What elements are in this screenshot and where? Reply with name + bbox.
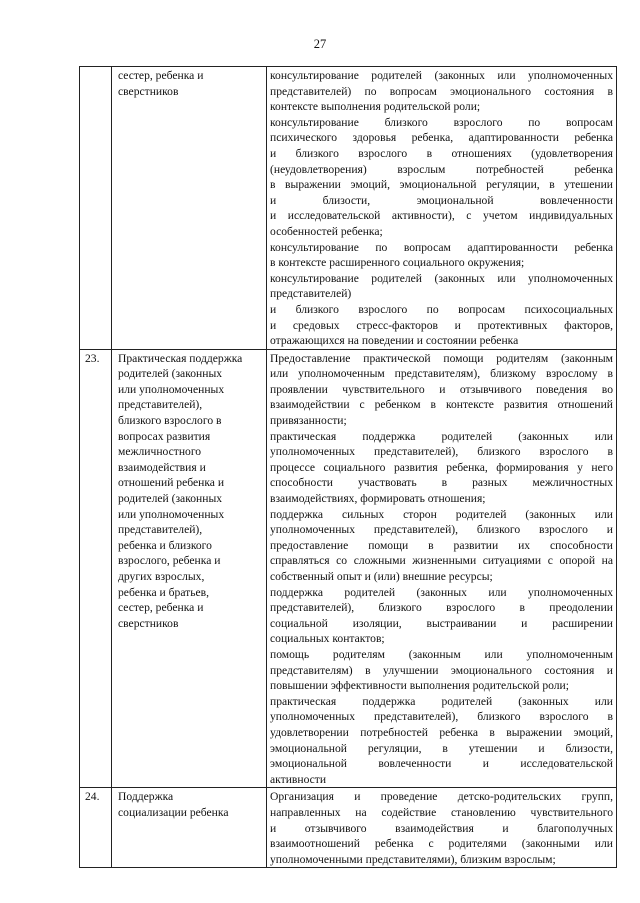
service-title-line: взаимодействия и	[118, 460, 206, 474]
description-line: и средовых стресс-факторов и протективных факторов,	[270, 318, 613, 332]
description-line: проявлении чувствительного и отзывчивого поведения во	[270, 382, 613, 396]
description-line: (неудовлетворения) взрослым потребностей ребенка	[270, 162, 613, 176]
service-title-line: межличностного	[118, 445, 202, 459]
service-title-line: взрослого, ребенка и	[118, 554, 221, 568]
description-line: или уполномоченным представителям), близкому взрослому в	[270, 367, 613, 381]
service-title	[112, 349, 267, 788]
description-line: поддержка сильных сторон родителей (законных или	[270, 507, 613, 521]
description-line: способности участвовать в разных межличностных	[270, 476, 613, 490]
description-line: эмоциональной вовлеченности и исследовательской	[270, 757, 613, 771]
service-title-line: Практическая поддержка	[118, 351, 243, 365]
service-title-line: отношений ребенка и	[118, 476, 225, 490]
service-title-line: Поддержка	[118, 790, 174, 804]
description-line: социальных контактов;	[270, 632, 385, 646]
description-line: активности	[270, 772, 327, 786]
service-title-line: представителей),	[118, 523, 203, 537]
services-table	[79, 66, 617, 868]
description-line: контексте выполнения родительской роли;	[270, 100, 481, 114]
description-line: представителей), близкого взрослого в преодолении	[270, 601, 613, 615]
page-number: 27	[313, 37, 327, 51]
service-title-line: сверстников	[118, 84, 179, 98]
description-line: помощь родителям (законным или уполномоченным	[270, 647, 613, 661]
description-line: консультирование по вопросам адаптированности ребенка	[270, 240, 613, 254]
description-line: привязанности;	[270, 414, 347, 428]
service-title-line: других взрослых,	[118, 570, 205, 583]
service-title-line: сестер, ребенка и	[118, 601, 204, 615]
description-line: в контексте расширенного социального окружения;	[270, 256, 525, 270]
service-description	[267, 788, 617, 868]
description-line: психического здоровья ребенка, адаптированности ребенка	[270, 131, 613, 145]
description-line: и исследовательской активности), с учетом индивидуальных	[270, 209, 613, 223]
description-line: Предоставление практической помощи родителям (законным	[270, 351, 613, 365]
service-description	[267, 67, 617, 350]
service-title	[112, 788, 267, 868]
service-title	[112, 67, 267, 350]
description-line: направленных на содействие становлению чувствительного	[270, 805, 613, 819]
description-line: и отзывчивого взаимодействия и благополучных	[270, 821, 613, 835]
service-title-line: или уполномоченных	[118, 382, 225, 396]
description-line: представителей)	[270, 287, 352, 301]
description-line: отражающихся на поведении и состоянии ребенка	[270, 334, 519, 348]
description-line: собственный опыт и (или) внешние ресурсы;	[270, 570, 493, 583]
service-title-line: ребенка и братьев,	[118, 585, 210, 599]
description-line: практическая поддержка родителей (законных или	[270, 694, 613, 708]
description-line: эмоциональной регуляции, в утешении и близости,	[270, 741, 613, 755]
description-line: взаимоотношений ребенка с родителями (законными или	[270, 837, 613, 851]
service-description	[267, 349, 617, 788]
service-title-line: сверстников	[118, 616, 179, 630]
description-line: Организация и проведение детско-родительских групп,	[270, 790, 613, 804]
description-line: консультирование родителей (законных или уполномоченных	[270, 69, 613, 82]
description-line: предоставление помощи в развитии их способности	[270, 538, 613, 552]
table-row	[80, 67, 617, 350]
description-line: и близкого взрослого в отношениях (удовлетворения	[270, 146, 613, 160]
description-line: представителям) в улучшении эмоционального состояния и	[270, 663, 613, 677]
row-number: 23.	[80, 349, 112, 788]
row-number	[80, 67, 112, 350]
description-line: удовлетворении потребностей ребенка в выражении эмоций,	[270, 725, 613, 739]
table-row	[80, 349, 617, 788]
service-title-line: ребенка и близкого	[118, 538, 212, 552]
service-title-line: вопросах развития	[118, 429, 211, 443]
description-line: социальной изоляции, выстраивании и расширении	[270, 616, 613, 630]
description-line: уполномоченных представителей), близкого взрослого в	[270, 710, 613, 724]
service-title-line: представителей),	[118, 398, 203, 412]
description-line: повышении эффективности выполнения родительской роли;	[270, 679, 569, 693]
description-line: представителей) по вопросам эмоционального состояния в	[270, 84, 613, 98]
description-line: взаимодействиях, формировать отношения;	[270, 492, 486, 506]
description-line: и близкого взрослого по вопросам психосоциальных	[270, 302, 613, 316]
description-line: справляться со сложными жизненными ситуациями с опорой на	[270, 554, 613, 568]
description-line: процессе социального развития ребенка, формирования у него	[270, 460, 613, 474]
description-line: консультирование близкого взрослого по вопросам	[270, 115, 613, 129]
service-title-line: близкого взрослого в	[118, 414, 222, 428]
description-line: особенностей ребенка;	[270, 224, 383, 238]
description-line: взаимодействии с ребенком в контексте развития отношений	[270, 398, 613, 412]
service-title-line: родителей (законных	[118, 367, 223, 381]
description-line: уполномоченных представителей), близкого взрослого в	[270, 445, 613, 459]
row-number: 24.	[80, 788, 112, 868]
service-title-line: сестер, ребенка и	[118, 69, 204, 82]
description-line: консультирование родителей (законных или уполномоченных	[270, 271, 613, 285]
description-line: уполномоченными представителями), близким взрослым;	[270, 852, 556, 866]
description-line: и близости, эмоциональной вовлеченности	[270, 193, 613, 207]
service-title-line: родителей (законных	[118, 492, 223, 506]
description-line: в выражении эмоций, эмоциональной регуляции, в утешении	[270, 178, 613, 192]
description-line: поддержка родителей (законных или уполномоченных	[270, 585, 613, 599]
service-title-line: социализации ребенка	[118, 805, 229, 819]
service-title-line: или уполномоченных	[118, 507, 225, 521]
table-row	[80, 788, 617, 868]
description-line: уполномоченных представителей), близкого взрослого и	[270, 523, 613, 537]
description-line: практическая поддержка родителей (законных или	[270, 429, 613, 443]
